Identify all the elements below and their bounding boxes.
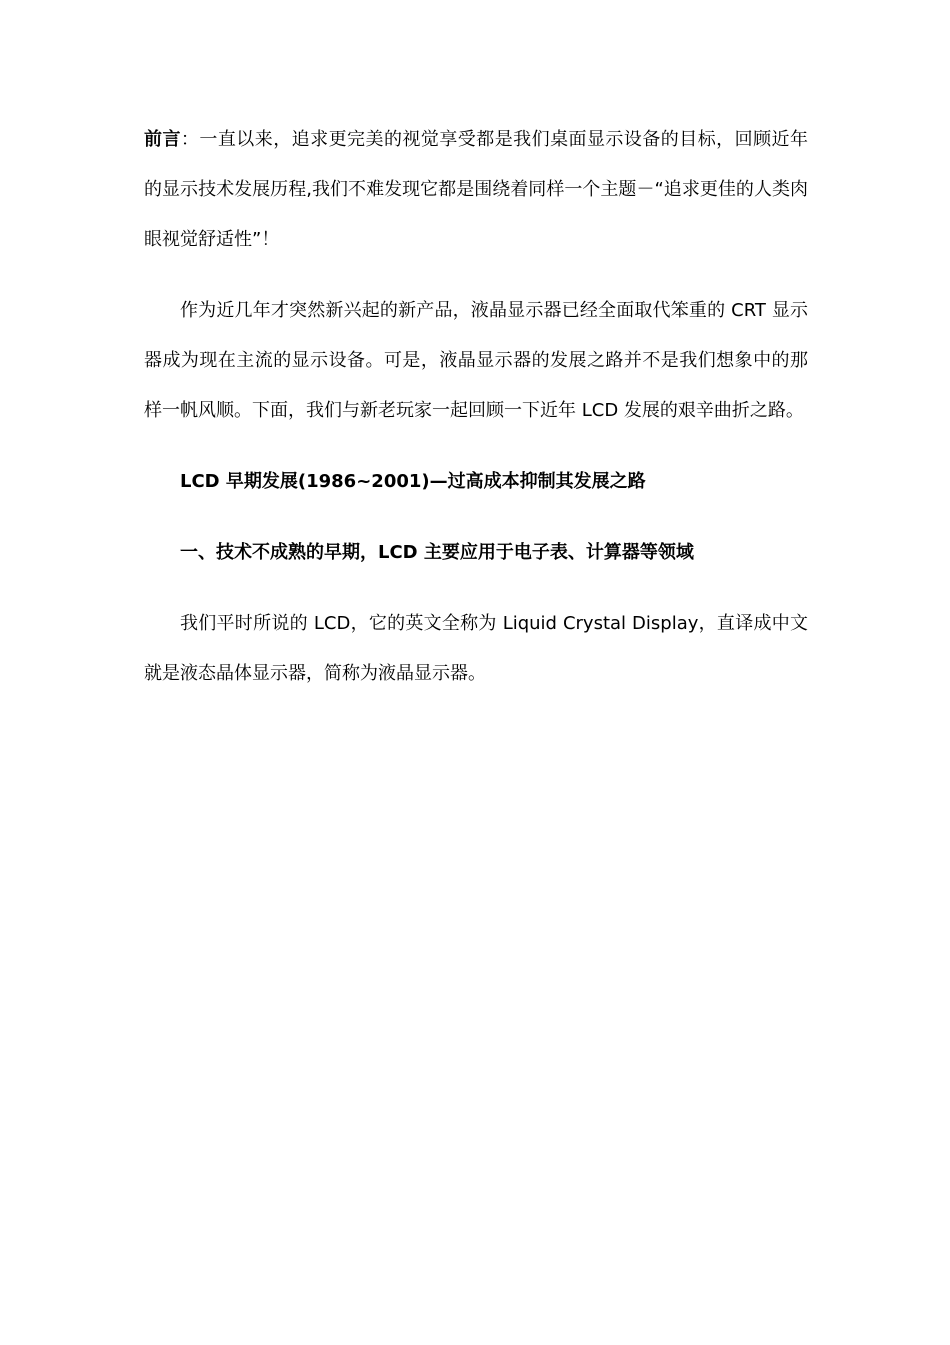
preface-paragraph	[144, 115, 808, 265]
preface-label: 前言	[144, 129, 181, 150]
paragraph-gap	[144, 578, 808, 599]
paragraph-gap	[144, 436, 808, 457]
paragraph-gap	[144, 507, 808, 528]
preface-text: ：一直以来，追求更完美的视觉享受都是我们桌面显示设备的目标，回顾近年的显示技术发展历程,我们不难发现它都是围绕着同样一个主题－“追求更佳的人类肉眼视觉舒适性”！	[144, 129, 809, 250]
intro-paragraph: 作为近几年才突然新兴起的新产品，液晶显示器已经全面取代笨重的 CRT 显示器成为现在主流的显示设备。可是，液晶显示器的发展之路并不是我们想象中的那样一帆风顺。下面，我们与新老玩家一起回顾一下近年 LCD 发展的艰辛曲折之路。	[144, 300, 808, 421]
document-body	[144, 115, 808, 699]
paragraph-gap	[144, 265, 808, 286]
subsection-heading: 一、技术不成熟的早期，LCD 主要应用于电子表、计算器等领域	[180, 542, 694, 563]
section-heading: LCD 早期发展(1986~2001)—过高成本抑制其发展之路	[180, 471, 646, 492]
definition-paragraph: 我们平时所说的 LCD，它的英文全称为 Liquid Crystal Display，直译成中文就是液态晶体显示器，简称为液晶显示器。	[144, 613, 808, 684]
